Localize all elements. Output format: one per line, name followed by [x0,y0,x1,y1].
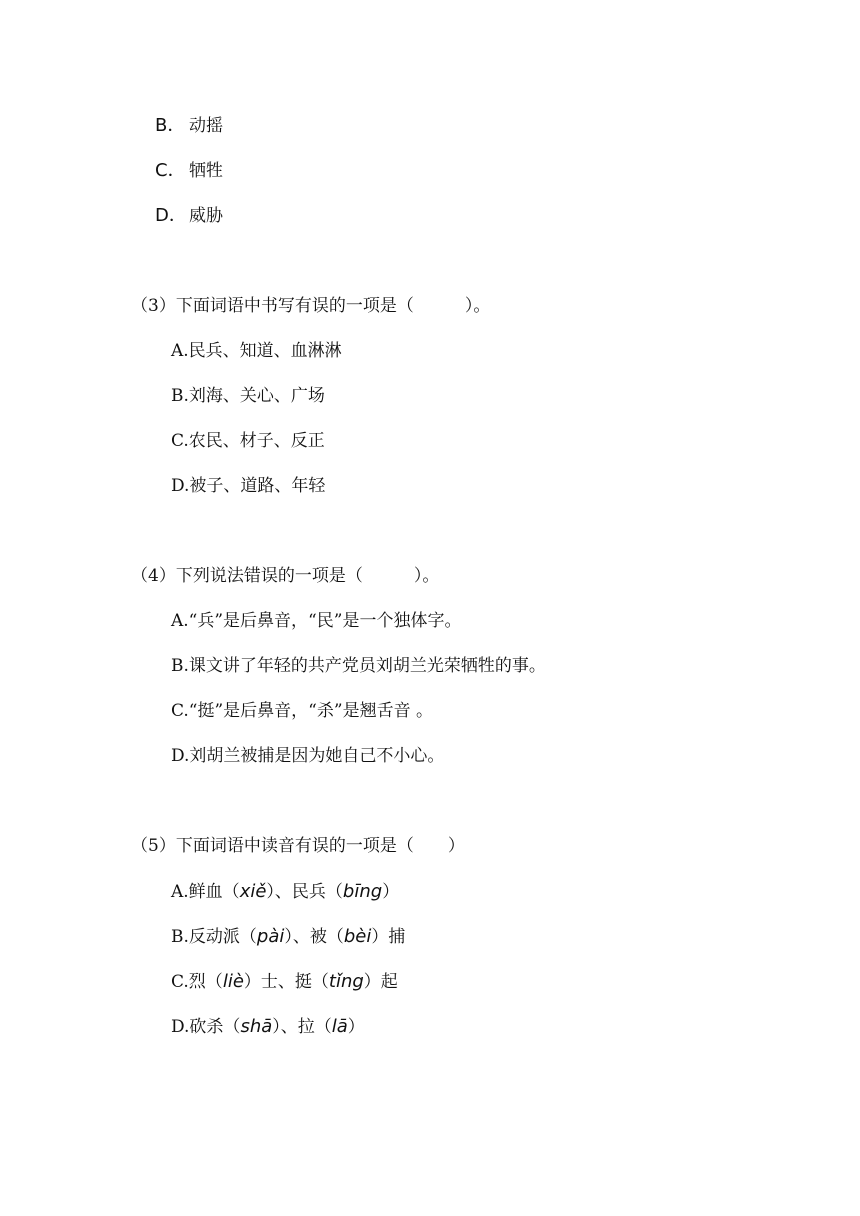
question-3-option-a: A.民兵、知道、血淋淋 [171,341,342,361]
question-5-option-d [171,1015,365,1039]
prev-option-d [155,204,223,228]
question-4-option-b: B.课文讲了年轻的共产党员刘胡兰光荣牺牲的事。 [171,656,546,676]
option-text: 牺牲 [189,161,223,181]
question-4-option-a: A.“兵”是后鼻音，“民”是一个独体字。 [171,611,462,631]
question-5-option-a [171,880,399,904]
pinyin: shā [240,1016,273,1037]
option-text: ） [382,882,400,902]
question-4-option-c: C.“挺”是后鼻音，“杀”是翘舌音 。 [171,701,433,721]
question-5-option-b [171,925,405,949]
option-text: B.反动派（ [171,927,257,947]
option-letter: C． [155,160,186,181]
pinyin: bèi [343,926,372,947]
option-text: ）起 [363,972,398,992]
pinyin: tǐng [328,971,364,992]
question-3-option-d: D.被子、道路、年轻 [171,476,326,496]
pinyin: pài [256,926,285,947]
option-text: 威胁 [189,206,223,226]
pinyin: xiě [239,881,267,902]
question-5-stem: （5）下面词语中读音有误的一项是（ ） [131,836,465,856]
option-text: ）、民兵（ [266,882,343,902]
prev-option-b [155,114,223,138]
question-4-option-d: D.刘胡兰被捕是因为她自己不小心。 [171,746,445,766]
pinyin: lā [331,1016,348,1037]
question-3-option-b: B.刘海、关心、广场 [171,386,325,406]
option-text: ）士、挺（ [243,972,329,992]
option-text: A.鲜血（ [171,882,240,902]
prev-option-c [155,159,223,183]
option-text: D.砍杀（ [171,1017,241,1037]
option-text: 动摇 [189,116,223,136]
question-5-option-c [171,970,398,994]
option-text: ） [347,1017,365,1037]
pinyin: bīng [342,881,383,902]
question-4-stem: （4）下列说法错误的一项是（ ）。 [131,566,440,586]
question-3-stem: （3）下面词语中书写有误的一项是（ ）。 [131,296,491,316]
option-text: ）捕 [371,927,406,947]
option-text: ）、拉（ [272,1017,332,1037]
option-text: C.烈（ [171,972,223,992]
option-letter: D． [155,205,187,226]
pinyin: liè [222,971,244,992]
option-letter: B． [155,115,186,136]
question-3-option-c: C.农民、材子、反正 [171,431,325,451]
option-text: ）、被（ [284,927,344,947]
